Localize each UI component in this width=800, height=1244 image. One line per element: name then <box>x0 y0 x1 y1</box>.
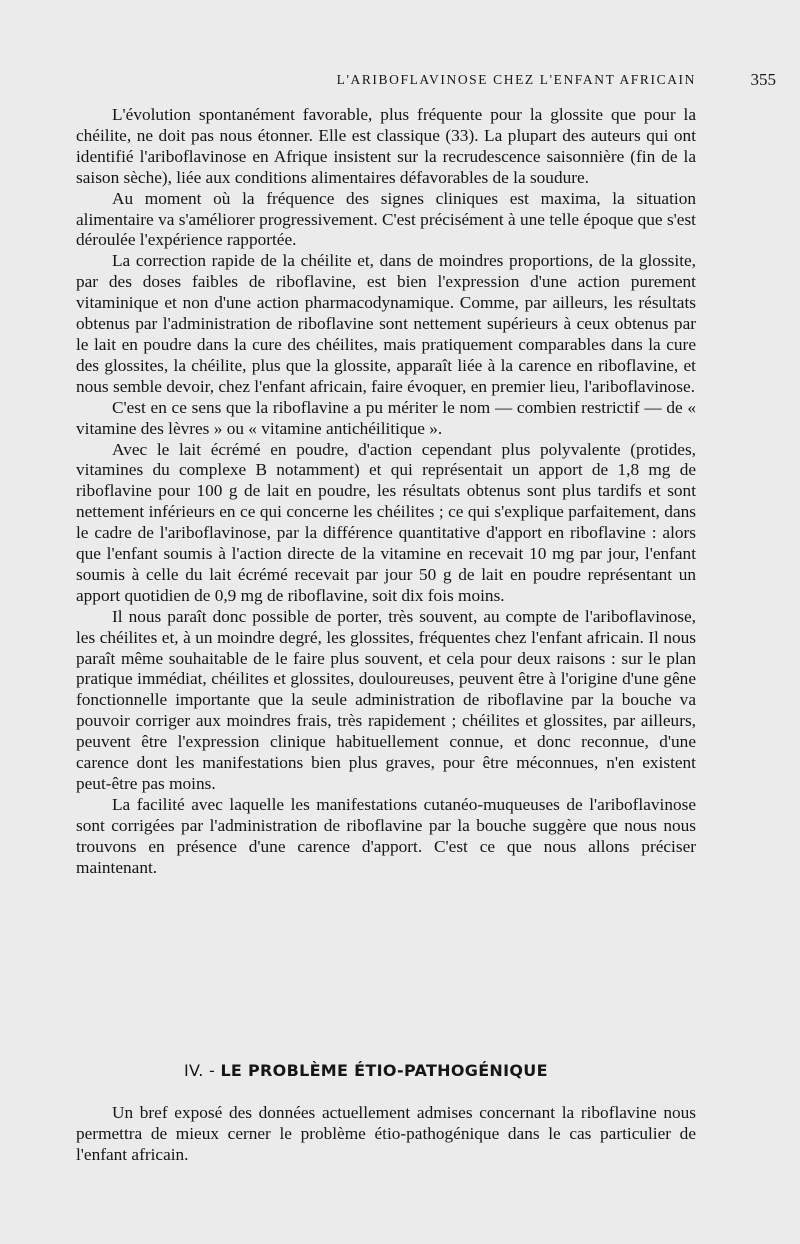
section-intro <box>76 1103 696 1166</box>
paragraph: C'est en ce sens que la riboflavine a pu mériter le nom — combien restrictif — de « vitamine des lèvres » ou « vitamine antichéilitique ». <box>76 397 696 438</box>
paragraph: L'évolution spontanément favorable, plus fréquente pour la glossite que pour la chéilite, ne doit pas nous étonner. Elle est classique (33). La plupart des auteurs qui ont identifié l'ariboflavinose en Afrique insistent sur la recrudescence saisonnière (fin de la saison sèche), liée aux conditions alimentaires défavorables de la soudure. <box>76 105 696 187</box>
section-heading <box>184 1061 548 1080</box>
paragraph: Un bref exposé des données actuellement admises concernant la riboflavine nous permettra de mieux cerner le problème étio-pathogénique dans le cas particulier de l'enfant africain. <box>76 1103 696 1164</box>
section-number: IV. - <box>184 1061 216 1080</box>
section-title: LE PROBLÈME ÉTIO-PATHOGÉNIQUE <box>220 1061 548 1080</box>
paragraph: La correction rapide de la chéilite et, dans de moindres proportions, de la glossite, par des doses faibles de riboflavine, est bien l'expression d'une action purement vitaminique et non d'une action pharmacodynamique. Comme, par ailleurs, les résultats obtenus par l'administration de riboflavine sont nettement supérieurs à ceux obtenus par le lait en poudre dans la cure des chéilites, mais pratiquement comparables dans la cure des glossites, la chéilite, plus que la glossite, apparaît liée à la carence en riboflavine, et nous semble devoir, chez l'enfant africain, faire évoquer, en premier lieu, l'ariboflavinose. <box>76 251 696 396</box>
body-text <box>76 105 696 879</box>
paragraph: La facilité avec laquelle les manifestations cutanéo-muqueuses de l'ariboflavinose sont corrigées par l'administration de riboflavine par la bouche suggère que nous nous trouvons en présence d'une carence d'apport. C'est ce que nous allons préciser maintenant. <box>76 794 696 877</box>
paragraph: Avec le lait écrémé en poudre, d'action cependant plus polyvalente (protides, vitamines du complexe B notamment) et qui représentait un apport de 1,8 mg de riboflavine pour 100 g de lait en poudre, les résultats obtenus sont plus tardifs et sont nettement inférieurs en ce qui concerne les chéilites ; ce qui s'explique parfaitement, dans le cadre de l'ariboflavinose, par la différence quantitative d'apport en riboflavine : alors que l'enfant soumis à l'action directe de la vitamine en recevait 10 mg par jour, l'enfant soumis à celle du lait écrémé recevait par jour 50 g de lait en poudre représentant un apport quotidien de 0,9 mg de riboflavine, soit dix fois moins. <box>76 439 696 605</box>
running-title: L'ARIBOFLAVINOSE CHEZ L'ENFANT AFRICAIN <box>336 72 696 87</box>
paragraph: Au moment où la fréquence des signes cliniques est maxima, la situation alimentaire va s'améliorer progressivement. C'est précisément à une telle époque que s'est déroulée l'expérience rapportée. <box>76 188 696 250</box>
page-number: 355 <box>750 70 776 89</box>
paragraph: Il nous paraît donc possible de porter, très souvent, au compte de l'ariboflavinose, les chéilites et, à un moindre degré, les glossites, fréquentes chez l'enfant africain. Il nous paraît même souhaitable de le faire plus souvent, et cela pour deux raisons : sur le plan pratique immédiat, chéilites et glossites, douloureuses, peuvent être à l'origine d'une gêne fonctionnelle importante que la seule administration de riboflavine par la bouche va pouvoir corriger aux moindres frais, très rapidement ; chéilites et glossites, par ailleurs, peuvent être l'expression clinique habituellement connue, et donc reconnue, d'une carence dont les manifestations bien plus graves, pour être méconnues, n'en existent peut-être pas moins. <box>76 606 696 793</box>
